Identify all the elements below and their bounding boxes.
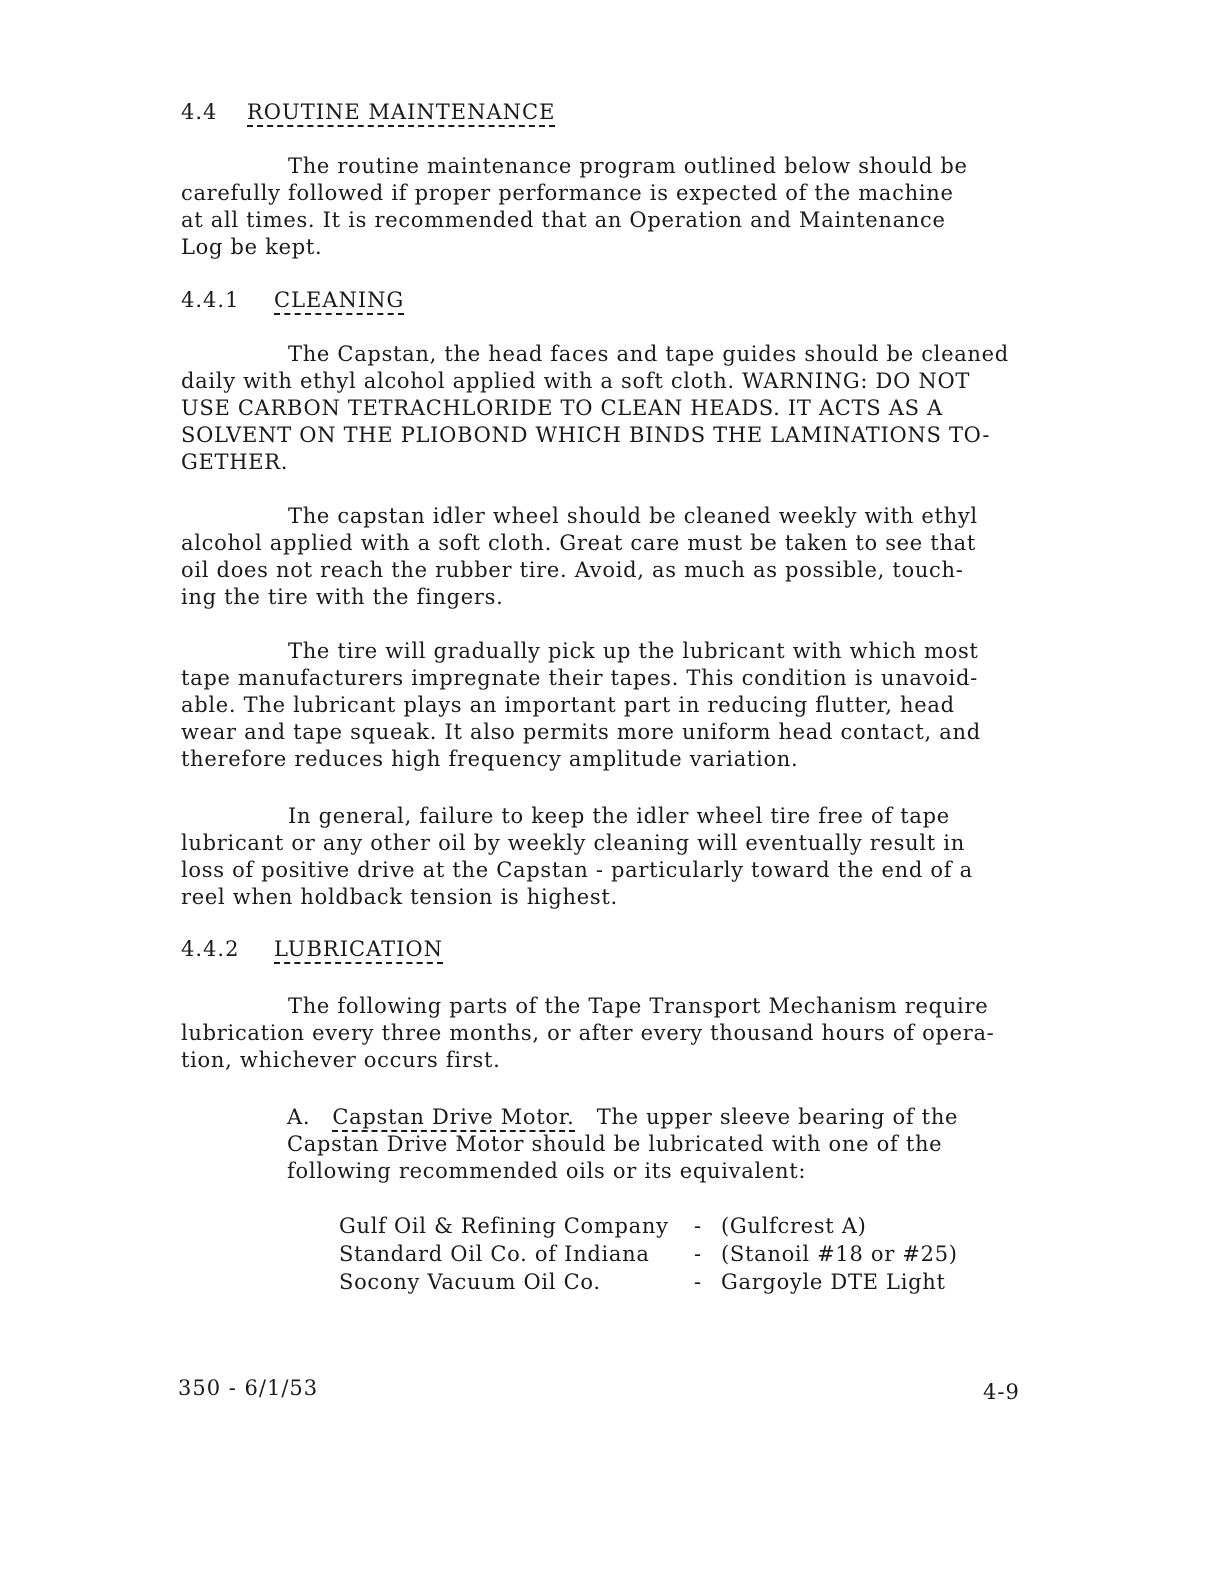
paragraph-cleaning-4 <box>181 803 973 911</box>
oil-company: Socony Vacuum Oil Co. <box>339 1270 601 1294</box>
text-line: SOLVENT ON THE PLIOBOND WHICH BINDS THE LAMINATIONS TO- <box>181 423 991 447</box>
section-number: 4.4.1 <box>181 288 240 312</box>
item-title: Capstan Drive Motor. <box>332 1105 574 1132</box>
text-line: lubricant or any other oil by weekly cleaning will eventually result in <box>181 831 965 855</box>
text-line: loss of positive drive at the Capstan - particularly toward the end of a <box>181 858 973 882</box>
oil-dash: - <box>694 1242 702 1266</box>
text-line: at all times. It is recommended that an Operation and Maintenance <box>181 208 946 232</box>
paragraph-cleaning-3 <box>181 638 981 773</box>
section-title: CLEANING <box>274 288 404 315</box>
oil-dash: - <box>694 1270 702 1294</box>
item-a-capstan-drive-motor <box>287 1104 958 1185</box>
text-line: oil does not reach the rubber tire. Avoid, as much as possible, touch- <box>181 558 964 582</box>
text-line <box>287 1104 958 1131</box>
text-line: tape manufacturers impregnate their tapes. This condition is unavoid- <box>181 666 978 690</box>
paragraph-cleaning-2 <box>181 503 978 611</box>
text-line: daily with ethyl alcohol applied with a soft cloth. WARNING: DO NOT <box>181 369 971 393</box>
section-heading-4-4 <box>181 100 556 124</box>
text-line: alcohol applied with a soft cloth. Great care must be taken to see that <box>181 531 977 555</box>
item-letter: A. <box>287 1105 311 1129</box>
text-line: USE CARBON TETRACHLORIDE TO CLEAN HEADS. IT ACTS AS A <box>181 396 943 420</box>
oil-dash: - <box>694 1214 702 1238</box>
oil-product: (Gulfcrest A) <box>721 1214 867 1238</box>
text-line: In general, failure to keep the idler wheel tire free of tape <box>288 804 950 828</box>
section-heading-4-4-1 <box>181 288 405 312</box>
footer-page-number: 4-9 <box>983 1380 1020 1404</box>
text-line: The tire will gradually pick up the lubricant with which most <box>288 639 979 663</box>
text-line: The routine maintenance program outlined below should be <box>288 154 968 178</box>
text-line: ing the tire with the fingers. <box>181 585 504 609</box>
text-line: reel when holdback tension is highest. <box>181 885 618 909</box>
section-title: ROUTINE MAINTENANCE <box>247 100 555 127</box>
oil-company: Standard Oil Co. of Indiana <box>339 1242 650 1266</box>
text-line: The capstan idler wheel should be cleaned weekly with ethyl <box>288 504 978 528</box>
text-line: following recommended oils or its equivalent: <box>287 1159 807 1183</box>
text-line: able. The lubricant plays an important part in reducing flutter, head <box>181 693 955 717</box>
section-title: LUBRICATION <box>274 937 443 964</box>
footer-doc-id: 350 - 6/1/53 <box>178 1376 319 1400</box>
text-line: Capstan Drive Motor should be lubricated with one of the <box>287 1132 943 1156</box>
text-line: lubrication every three months, or after every thousand hours of opera- <box>181 1021 995 1045</box>
paragraph-lubrication-1 <box>181 993 994 1074</box>
oil-company: Gulf Oil & Refining Company <box>339 1214 669 1238</box>
text-line: The Capstan, the head faces and tape guides should be cleaned <box>288 342 1009 366</box>
text-line: therefore reduces high frequency amplitude variation. <box>181 747 799 771</box>
text-line: GETHER. <box>181 450 289 474</box>
section-number: 4.4 <box>181 100 218 124</box>
oil-product: (Stanoil #18 or #25) <box>721 1242 958 1266</box>
text-line: The following parts of the Tape Transport Mechanism require <box>288 994 989 1018</box>
paragraph-routine-maintenance <box>181 153 968 261</box>
section-heading-4-4-2 <box>181 937 444 961</box>
text-line: carefully followed if proper performance is expected of the machine <box>181 181 954 205</box>
text-line: Log be kept. <box>181 235 323 259</box>
oil-product: Gargoyle DTE Light <box>721 1270 946 1294</box>
paragraph-cleaning-1 <box>181 341 1009 476</box>
text-line: tion, whichever occurs first. <box>181 1048 501 1072</box>
text-line: wear and tape squeak. It also permits more uniform head contact, and <box>181 720 981 744</box>
section-number: 4.4.2 <box>181 937 240 961</box>
item-text: The upper sleeve bearing of the <box>596 1105 959 1129</box>
